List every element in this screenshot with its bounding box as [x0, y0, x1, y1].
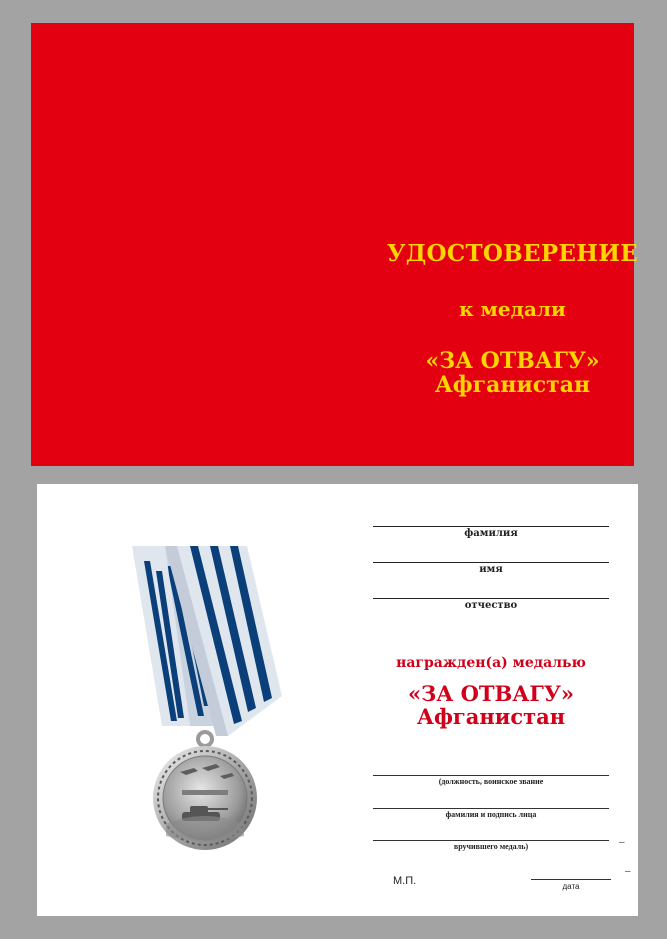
signature-label: фамилия и подпись лица	[445, 810, 537, 819]
ribbon	[132, 546, 282, 736]
medal-ring	[198, 732, 212, 746]
patronymic-line[interactable]	[373, 598, 609, 599]
cover-medal-line1: «ЗА ОТВАГУ»	[425, 348, 600, 374]
medal-image	[132, 546, 282, 856]
cover-medal-line2: Афганистан	[434, 372, 591, 398]
date-line[interactable]	[531, 879, 611, 880]
position-rank-label: (должность, воинское звание	[438, 777, 544, 786]
tick-mark: –	[619, 837, 625, 848]
certificate-inner-page	[37, 484, 638, 916]
date-label: дата	[562, 882, 580, 891]
cover-title: УДОСТОВЕРЕНИЕ	[386, 240, 639, 267]
awarded-text: награжден(а) медалью	[396, 655, 586, 671]
stamp-label: М.П.	[393, 875, 417, 887]
cover-medal-name	[350, 349, 667, 397]
presenter-label: вручившего медаль)	[453, 842, 529, 851]
name-label: имя	[479, 564, 503, 575]
position-rank-line[interactable]	[373, 775, 609, 776]
surname-label: фамилия	[464, 528, 518, 539]
name-line[interactable]	[373, 562, 609, 563]
inner-medal-name	[373, 682, 609, 728]
cover-subtitle: к медали	[459, 297, 566, 321]
surname-line[interactable]	[373, 526, 609, 527]
tick-mark: –	[625, 866, 631, 877]
presenter-line[interactable]	[373, 840, 609, 841]
inner-medal-line2: Афганистан	[416, 704, 566, 729]
signature-line[interactable]	[373, 808, 609, 809]
cover-text-block	[350, 240, 667, 397]
inner-medal-line1: «ЗА ОТВАГУ»	[407, 681, 575, 706]
patronymic-label: отчество	[464, 600, 518, 611]
